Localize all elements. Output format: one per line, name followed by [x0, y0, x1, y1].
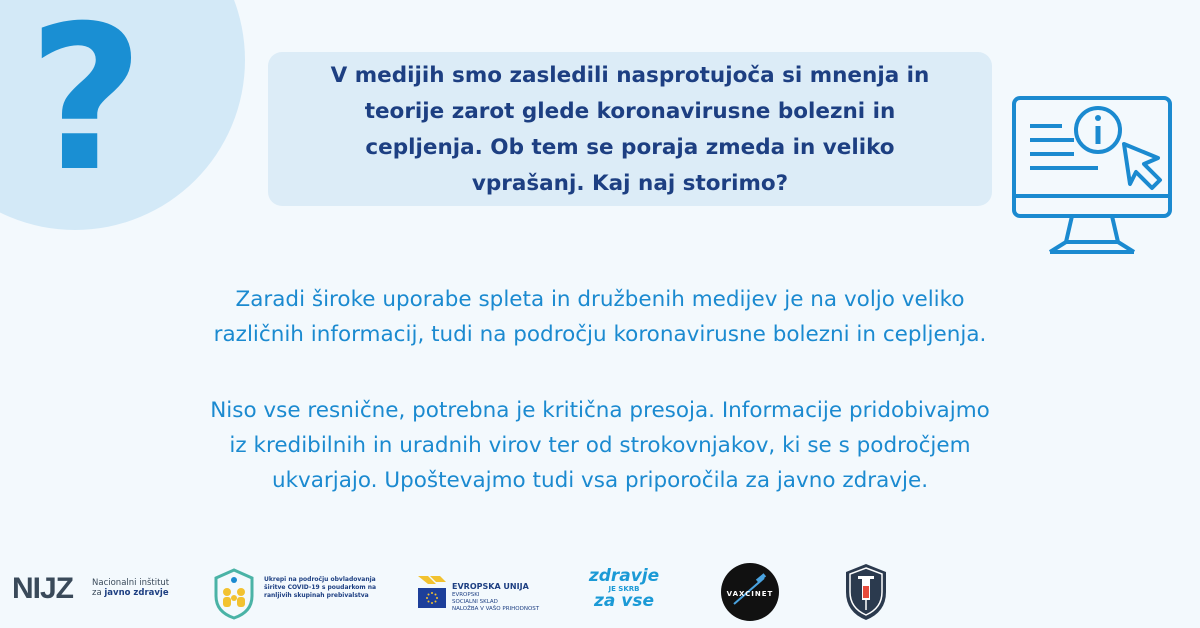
- body-paragraph-1: [100, 282, 1100, 352]
- question-line: teorije zarot glede koronavirusne bolezni in: [364, 99, 896, 124]
- question-heading: [268, 58, 992, 202]
- zdravje-middle: JE SKRB: [608, 585, 640, 593]
- nijz-logo: [12, 570, 170, 614]
- zdravje-bottom: za vse: [593, 591, 654, 611]
- body-line: različnih informacij, tudi na področju koronavirusne bolezni in cepljenja.: [213, 322, 987, 347]
- body-line: Niso vse resnične, potrebna je kritična presoja. Informacije pridobivajmo: [210, 398, 990, 423]
- zdravje-top: zdravje: [588, 566, 660, 586]
- question-line: vprašanj. Kaj naj storimo?: [471, 171, 789, 196]
- vaxcinet-logo: VAXCINET: [720, 562, 780, 622]
- body-line: iz kredibilnih in uradnih virov ter od strokovnjakov, ki se s področjem: [229, 433, 971, 458]
- shield-syringe-icon: [842, 562, 890, 622]
- nijz-line1: Nacionalni inštitut: [92, 578, 170, 588]
- eu-text: EVROPSKA UNIJA EVROPSKI SOCIALNI SKLAD NALOŽBA V VAŠO PRIHODNOST: [452, 582, 540, 612]
- covid-project-logo: [208, 566, 380, 620]
- zdravje-logo: [586, 568, 662, 620]
- question-line: V medijih smo zasledili nasprotujoča si mnenja in: [330, 63, 930, 88]
- question-mark-icon: ?: [28, 0, 145, 216]
- eu-logo: [416, 574, 546, 618]
- question-line: cepljenja. Ob tem se poraja zmeda in veliko: [365, 135, 895, 160]
- body-line: Zaradi široke uporabe spleta in družbenih medijev je na voljo veliko: [235, 287, 965, 312]
- body-paragraph-2: [100, 393, 1100, 498]
- monitor-info-icon: [1008, 92, 1176, 260]
- shield-syringe-logo: [842, 562, 890, 622]
- nijz-line2: za javno zdravje: [92, 588, 169, 598]
- family-care-icon: [208, 566, 260, 620]
- eu-flag-icon: [416, 574, 448, 618]
- nijz-mark: NIJZ: [12, 572, 74, 605]
- covid-project-text: Ukrepi na področju obvladovanja širitve COVID-19 s poudarkom na ranljivih skupinah prebivalstva: [264, 576, 377, 599]
- body-line: ukvarjajo. Upoštevajmo tudi vsa priporočila za javno zdravje.: [271, 468, 929, 493]
